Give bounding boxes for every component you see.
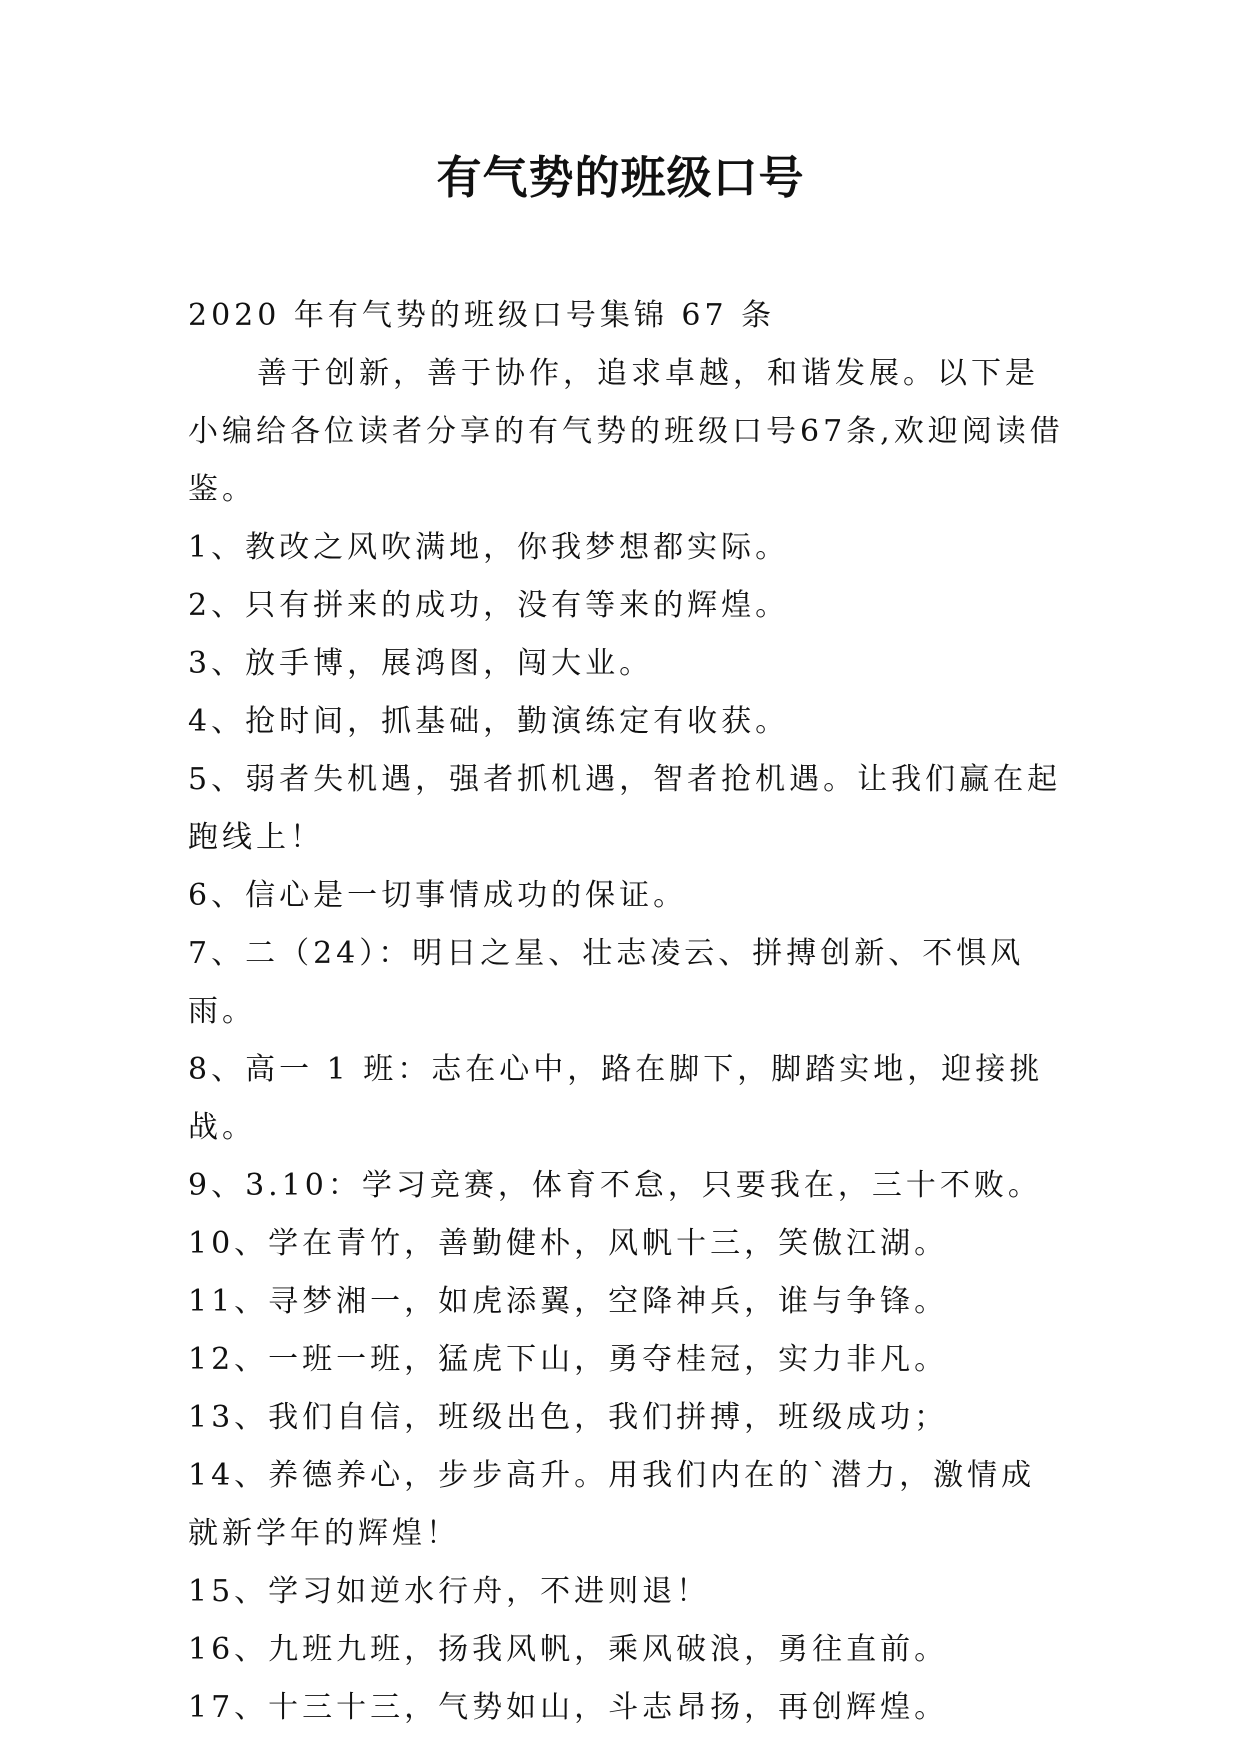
slogan-item-7: 7、二（24）：明日之星、壮志凌云、拼搏创新、不惧风雨。: [188, 936, 1025, 1029]
slogan-item-15: 15、学习如逆水行舟，不进则退！: [188, 1574, 711, 1609]
slogan-item-10: 10、学在青竹，善勤健朴，风帆十三，笑傲江湖。: [188, 1226, 949, 1261]
slogan-item-11: 11、寻梦湘一，如虎添翼，空降神兵，谁与争锋。: [188, 1284, 949, 1319]
slogan-item-12: 12、一班一班，猛虎下山，勇夺桂冠，实力非凡。: [188, 1342, 949, 1377]
slogan-item-14: 14、养德养心，步步高升。用我们内在的`潜力，激情成就新学年的辉煌！: [188, 1458, 1036, 1551]
slogan-item-16: 16、九班九班，扬我风帆，乘风破浪，勇往直前。: [188, 1632, 949, 1667]
slogan-item-5: 5、弱者失机遇，强者抓机遇，智者抢机遇。让我们赢在起跑线上！: [188, 762, 1062, 855]
slogan-item-1: 1、教改之风吹满地，你我梦想都实际。: [188, 530, 790, 565]
intro-paragraph: 善于创新，善于协作，追求卓越，和谐发展。以下是小编给各位读者分享的有气势的班级口号67条,欢迎阅读借鉴。: [188, 356, 1064, 507]
slogan-item-6: 6、信心是一切事情成功的保证。: [188, 878, 688, 913]
slogan-item-3: 3、放手博，展鸿图，闯大业。: [188, 646, 654, 681]
slogan-item-4: 4、抢时间，抓基础，勤演练定有收获。: [188, 704, 790, 739]
document-subtitle: 2020 年有气势的班级口号集锦 67 条: [188, 298, 776, 333]
slogan-item-2: 2、只有拼来的成功，没有等来的辉煌。: [188, 588, 790, 623]
slogan-item-17: 17、十三十三，气势如山，斗志昂扬，再创辉煌。: [188, 1690, 949, 1725]
slogan-item-13: 13、我们自信，班级出色，我们拼搏，班级成功；: [188, 1400, 949, 1435]
slogan-item-8: 8、高一 1 班：志在心中，路在脚下，脚踏实地，迎接挑战。: [188, 1052, 1044, 1145]
slogan-item-9: 9、3.10：学习竞赛，体育不怠，只要我在，三十不败。: [188, 1168, 1042, 1203]
document-title: 有气势的班级口号: [436, 151, 805, 204]
document-body: [188, 287, 1068, 1737]
